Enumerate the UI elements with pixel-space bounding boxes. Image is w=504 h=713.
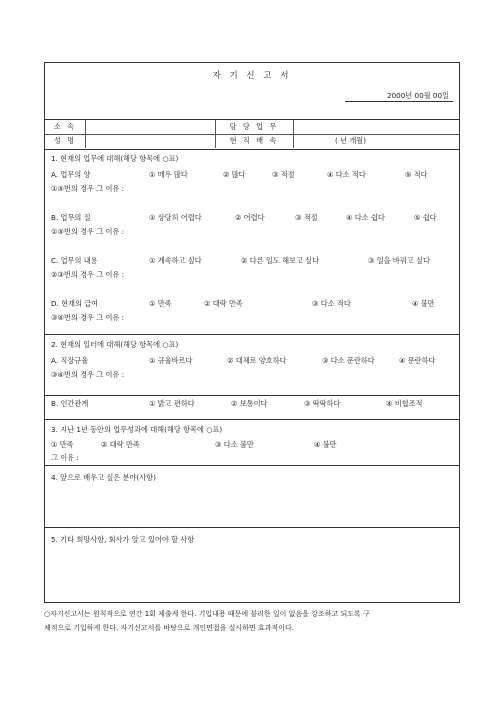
self-report-form bbox=[44, 62, 460, 603]
s1-b-opt-3[interactable]: ③ 적절 bbox=[295, 213, 318, 222]
s1-a-opt-4[interactable]: ④ 다소 적다 bbox=[327, 170, 366, 179]
s3-opt-2[interactable]: ② 대략 만족 bbox=[101, 440, 140, 449]
footnote-line-1: ○자기신고서는 원칙적으로 연간 1회 제출케 한다. 기입내용 때문에 불리한 일이 없음을 강조하고 되도록 구 bbox=[44, 610, 370, 618]
s1-c-reason[interactable]: ②③번의 경우 그 이유 : bbox=[51, 270, 125, 279]
s2-b-opt-4[interactable]: ④ 비협조적 bbox=[386, 399, 423, 408]
s1-d-opt-2[interactable]: ② 대략 만족 bbox=[204, 299, 243, 308]
s1-b-label: B. 업무의 질 bbox=[51, 213, 91, 222]
affiliation-label: 소 속 bbox=[53, 122, 77, 131]
s1-c-label: C. 업무의 내용 bbox=[51, 256, 98, 265]
s3-reason[interactable]: 그 이유 : bbox=[51, 453, 79, 462]
s3-opt-1[interactable]: ① 만족 bbox=[51, 440, 74, 449]
info-table bbox=[45, 119, 459, 150]
s2-b-opt-1[interactable]: ① 밝고 편하다 bbox=[149, 399, 195, 408]
s1-a-reason[interactable]: ①⑤번의 경우 그 이유 : bbox=[51, 184, 125, 193]
footnote bbox=[44, 607, 460, 635]
s1-d-opt-3[interactable]: ③ 다소 적다 bbox=[312, 299, 351, 308]
info-row-2 bbox=[45, 134, 459, 148]
s1-d-opt-1[interactable]: ① 만족 bbox=[149, 299, 172, 308]
s3-opt-4[interactable]: ④ 불만 bbox=[314, 440, 337, 449]
s2-a-reason[interactable]: ③④번의 경우 그 이유 : bbox=[51, 370, 125, 379]
form-title: 자 기 신 고 서 bbox=[212, 71, 292, 81]
form-date: 2000년 00월 00일 bbox=[387, 91, 449, 100]
section-3-header: 3. 지난 1년 동안의 업무성과에 대해(해당 항목에 ○표) bbox=[51, 425, 223, 434]
s2-b-opt-3[interactable]: ③ 딱딱하다 bbox=[304, 399, 341, 408]
name-label: 성 명 bbox=[53, 136, 77, 145]
s1-b-opt-1[interactable]: ① 상당히 어렵다 bbox=[149, 213, 202, 222]
s1-c-opt-1[interactable]: ① 계속하고 싶다 bbox=[149, 256, 202, 265]
affiliation-field[interactable] bbox=[86, 120, 215, 134]
duty-field[interactable] bbox=[294, 120, 460, 134]
s1-b-opt-4[interactable]: ④ 다소 쉽다 bbox=[346, 213, 385, 222]
s2-a-opt-3[interactable]: ③ 다소 문란하다 bbox=[322, 356, 375, 365]
s1-a-label: A. 업무의 양 bbox=[51, 170, 91, 179]
s3-opt-3[interactable]: ③ 다소 불만 bbox=[215, 440, 254, 449]
section-4[interactable] bbox=[45, 465, 459, 528]
s2-b-label: B. 인간관계 bbox=[51, 399, 89, 408]
s1-a-opt-5[interactable]: ⑤ 적다 bbox=[405, 170, 428, 179]
date-underline bbox=[345, 101, 453, 102]
s2-a-opt-4[interactable]: ④ 문란하다 bbox=[399, 356, 436, 365]
section-5-header: 5. 기타 희망사항, 회사가 알고 있어야 할 사항 bbox=[51, 535, 195, 544]
s1-c-opt-3[interactable]: ③ 일을 바꿔고 싶다 bbox=[368, 256, 430, 265]
s1-b-reason[interactable]: ①⑤번의 경우 그 이유 : bbox=[51, 227, 125, 236]
s1-d-reason[interactable]: ③④번의 경우 그 이유 : bbox=[51, 313, 125, 322]
footnote-line-2: 체적으로 기입하게 한다. 자기신고서를 바탕으로 개인면접을 실시하면 효과적이다. bbox=[44, 624, 294, 632]
s1-a-opt-2[interactable]: ② 많다 bbox=[223, 170, 246, 179]
current-post-period[interactable]: ( 년 개월) bbox=[335, 136, 367, 145]
section-3 bbox=[45, 419, 459, 466]
s2-b-opt-2[interactable]: ② 보통이다 bbox=[231, 399, 268, 408]
current-post-label: 현 직 배 속 bbox=[229, 136, 279, 145]
s1-a-opt-1[interactable]: ① 매우 많다 bbox=[149, 170, 188, 179]
s2-a-opt-1[interactable]: ① 규율바르다 bbox=[149, 356, 193, 365]
s1-d-opt-4[interactable]: ④ 불만 bbox=[412, 299, 435, 308]
section-1-header: 1. 현재의 업무에 대해(해당 항목에 ○표) bbox=[51, 154, 179, 163]
name-field[interactable] bbox=[86, 134, 215, 148]
section-2 bbox=[45, 334, 459, 420]
s2-a-opt-2[interactable]: ② 대체로 양호하다 bbox=[227, 356, 287, 365]
info-row-1 bbox=[45, 120, 459, 135]
section-5[interactable] bbox=[45, 527, 459, 603]
section-4-header: 4. 앞으로 배우고 싶은 분야(사항) bbox=[51, 473, 156, 482]
s2-a-label: A. 직장규율 bbox=[51, 356, 89, 365]
s1-c-opt-2[interactable]: ② 다른 일도 해보고 싶다 bbox=[241, 256, 320, 265]
s1-d-label: D. 현재의 급여 bbox=[51, 299, 99, 308]
duty-label: 담 당 업 무 bbox=[229, 122, 279, 131]
s1-b-opt-2[interactable]: ② 어렵다 bbox=[235, 213, 265, 222]
section-2-header: 2. 현재의 일터에 대해(해당 항목에 ○표) bbox=[51, 340, 179, 349]
s1-b-opt-5[interactable]: ⑤ 쉽다 bbox=[414, 213, 437, 222]
s1-a-opt-3[interactable]: ③ 적절 bbox=[272, 170, 295, 179]
